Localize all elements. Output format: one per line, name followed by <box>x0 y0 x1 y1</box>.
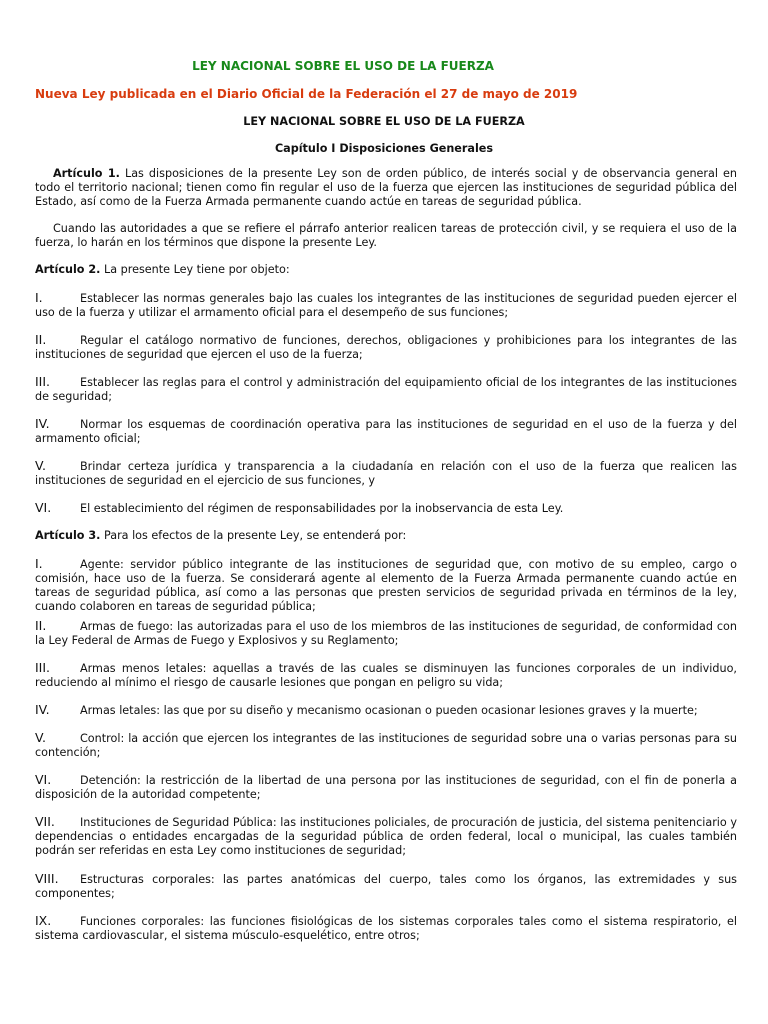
item-text: Instituciones de Seguridad Pública: las instituciones policiales, de procuración de justicia, del sistema penitenciario y dependencias o entidades encargadas de la seguridad pública de orden federal, local o municipal, las cuales también podrán ser referidas en esta Ley como instituciones de seguridad; <box>35 816 737 857</box>
article-1-paragraph-2: Cuando las autoridades a que se refiere el párrafo anterior realicen tareas de protección civil, y se requiera el uso de la fuerza, lo harán en los términos que dispone la presente Ley. <box>35 222 737 249</box>
law-title-green: LEY NACIONAL SOBRE EL USO DE LA FUERZA <box>192 59 494 73</box>
document-title: LEY NACIONAL SOBRE EL USO DE LA FUERZA <box>243 115 525 128</box>
item-text: Establecer las normas generales bajo las cuales los integrantes de las instituciones de seguridad pueden ejercer el uso de la fuerza y utilizar el armamento oficial para el desempeño de sus funciones; <box>35 292 737 319</box>
article-3-intro: Para los efectos de la presente Ley, se entenderá por: <box>103 529 407 542</box>
item-number: VI. <box>35 772 52 787</box>
item-number: III. <box>35 660 51 675</box>
item-text: Agente: servidor público integrante de las instituciones de seguridad que, con motivo de su empleo, cargo o comisión, hace uso de la fuerza. Se considerará agente al elemento de la Fuerza Armada permanente cuando actúe en tareas de seguridad pública, así como a las personas que presten servicios de seguridad privada en términos de la ley, cuando colaboren en tareas de seguridad pública; <box>35 558 737 613</box>
article-3-item <box>35 872 737 901</box>
item-number: VIII. <box>35 871 59 886</box>
item-number: IX. <box>35 913 52 928</box>
article-3-item <box>35 703 737 718</box>
item-text: Armas menos letales: aquellas a través de las cuales se disminuyen las funciones corporales de un individuo, reduciendo al mínimo el riesgo de causarle lesiones que pongan en peligro su vida; <box>35 662 737 689</box>
article-2-label: Artículo 2. <box>35 263 101 276</box>
article-3-item <box>35 557 737 614</box>
article-3-heading <box>35 529 737 543</box>
item-text: Armas letales: las que por su diseño y mecanismo ocasionan o pueden ocasionar lesiones graves y la muerte; <box>80 704 698 717</box>
article-3-item <box>35 914 737 943</box>
article-3-label: Artículo 3. <box>35 529 101 542</box>
item-text: Detención: la restricción de la libertad de una persona por las instituciones de seguridad, con el fin de ponerla a disposición de la autoridad competente; <box>35 774 737 801</box>
article-2-item <box>35 417 737 446</box>
item-text: El establecimiento del régimen de responsabilidades por la inobservancia de esta Ley. <box>80 502 564 515</box>
article-2-item <box>35 333 737 362</box>
item-number: V. <box>35 730 46 745</box>
article-2-intro: La presente Ley tiene por objeto: <box>103 263 290 276</box>
item-number: I. <box>35 290 43 305</box>
article-2-item <box>35 501 737 516</box>
item-number: I. <box>35 556 43 571</box>
article-2-item <box>35 291 737 320</box>
item-text: Funciones corporales: las funciones fisiológicas de los sistemas corporales tales como el sistema respiratorio, el sistema cardiovascular, el sistema músculo-esquelético, entre otros; <box>35 915 737 942</box>
publication-notice: Nueva Ley publicada en el Diario Oficial de la Federación el 27 de mayo de 2019 <box>35 87 578 101</box>
article-1-text: Las disposiciones de la presente Ley son de orden público, de interés social y de observancia general en todo el territorio nacional; tienen como fin regular el uso de la fuerza que ejercen las instituciones de seguridad pública del Estado, así como de la Fuerza Armada permanente cuando actúe en tareas de seguridad pública. <box>35 167 738 208</box>
article-3-item <box>35 731 737 760</box>
item-number: II. <box>35 332 47 347</box>
item-text: Establecer las reglas para el control y administración del equipamiento oficial de los integrantes de las instituciones de seguridad; <box>35 376 737 403</box>
item-number: V. <box>35 458 46 473</box>
item-number: IV. <box>35 416 50 431</box>
item-text: Armas de fuego: las autorizadas para el uso de los miembros de las instituciones de seguridad, de conformidad con la Ley Federal de Armas de Fuego y Explosivos y su Reglamento; <box>35 620 737 647</box>
chapter-title: Capítulo I Disposiciones Generales <box>274 142 494 155</box>
item-text: Brindar certeza jurídica y transparencia a la ciudadanía en relación con el uso de la fuerza que realicen las instituciones de seguridad en el ejercicio de sus funciones, y <box>35 460 737 487</box>
item-text: Regular el catálogo normativo de funciones, derechos, obligaciones y prohibiciones para los integrantes de las instituciones de seguridad que ejercen el uso de la fuerza; <box>35 334 737 361</box>
item-text: Normar los esquemas de coordinación operativa para las instituciones de seguridad en el uso de la fuerza y del armamento oficial; <box>35 418 737 445</box>
article-3-item <box>35 773 737 802</box>
article-2-item <box>35 375 737 404</box>
article-1-label: Artículo 1. <box>53 167 120 180</box>
item-text: Control: la acción que ejercen los integrantes de las instituciones de seguridad sobre una o varias personas para su contención; <box>35 732 737 759</box>
item-number: VII. <box>35 814 55 829</box>
article-3-item <box>35 619 737 648</box>
article-2-item <box>35 459 737 488</box>
item-number: II. <box>35 618 47 633</box>
article-3-item <box>35 815 737 858</box>
item-number: III. <box>35 374 51 389</box>
item-text: Estructuras corporales: las partes anatómicas del cuerpo, tales como los órganos, las extremidades y sus componentes; <box>35 873 737 900</box>
article-2-heading <box>35 263 737 277</box>
item-number: IV. <box>35 702 50 717</box>
item-number: VI. <box>35 500 52 515</box>
article-1 <box>35 167 737 209</box>
article-3-item <box>35 661 737 690</box>
